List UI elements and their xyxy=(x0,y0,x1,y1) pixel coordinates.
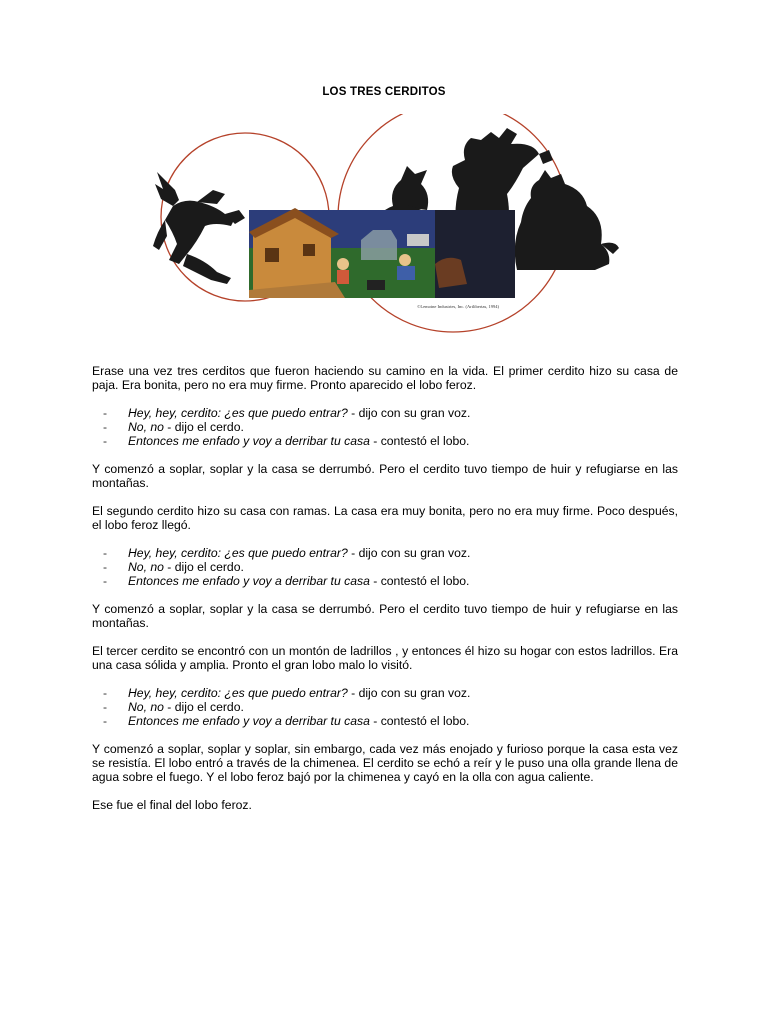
dialog-dash: - xyxy=(103,546,108,560)
dialog-line xyxy=(92,574,678,588)
document-title: LOS TRES CERDITOS xyxy=(322,86,446,98)
dialog-narration: - dijo con su gran voz. xyxy=(347,406,471,420)
photo-scene xyxy=(249,208,515,298)
dialog-dash: - xyxy=(103,420,108,434)
image-caption: ©Lemoine Industries, Inc. (Artlibertas, 1994) xyxy=(417,304,500,309)
dialog-narration: - contestó el lobo. xyxy=(369,574,470,588)
dialog-narration: - dijo el cerdo. xyxy=(163,420,244,434)
dialog-speech: Entonces me enfado y voy a derribar tu casa xyxy=(128,714,370,728)
paragraph-3: El segundo cerdito hizo su casa con ramas. La casa era muy bonita, pero no era muy firme. Poco después, el lobo feroz llegó. xyxy=(92,504,678,532)
dialog-line xyxy=(92,560,678,574)
dialog-narration: - dijo el cerdo. xyxy=(163,700,244,714)
three-pigs-illustration xyxy=(135,114,635,354)
dialog-dash: - xyxy=(103,560,108,574)
dialog-speech: No, no xyxy=(128,420,164,434)
dialog-dash: - xyxy=(103,686,108,700)
dialog-speech: Entonces me enfado y voy a derribar tu casa xyxy=(128,434,370,448)
paragraph-7: Ese fue el final del lobo feroz. xyxy=(92,798,252,812)
dialog-speech: Entonces me enfado y voy a derribar tu casa xyxy=(128,574,370,588)
dialog-dash: - xyxy=(103,434,108,448)
story-text xyxy=(92,364,678,826)
paragraph-4: Y comenzó a soplar, soplar y la casa se derrumbó. Pero el cerdito tuvo tiempo de huir y refugiarse en las montañas. xyxy=(92,602,678,630)
paragraph-6: Y comenzó a soplar, soplar y soplar, sin embargo, cada vez más enojado y furioso porque la casa esta vez se resistía. El lobo entró a través de la chimenea. El cerdito se echó a reír y le puso una olla grande llena de agua sobre el fuego. Y el lobo feroz bajó por la chimenea y cayó en la olla con agua caliente. xyxy=(92,742,678,784)
paragraph-1: Erase una vez tres cerditos que fueron haciendo su camino en la vida. El primer cerdito hizo su casa de paja. Era bonita, pero no era muy firme. Pronto aparecido el lobo feroz. xyxy=(92,364,678,392)
dialog-line xyxy=(92,420,678,434)
dialog-line xyxy=(92,686,678,700)
dialog-line xyxy=(92,700,678,714)
dialog-dash: - xyxy=(103,574,108,588)
dialog-block-1 xyxy=(92,406,678,448)
dialog-line xyxy=(92,406,678,420)
dialog-dash: - xyxy=(103,406,108,420)
paragraph-2: Y comenzó a soplar, soplar y la casa se derrumbó. Pero el cerdito tuvo tiempo de huir y refugiarse en las montañas. xyxy=(92,462,678,490)
dialog-dash: - xyxy=(103,700,108,714)
dialog-narration: - contestó el lobo. xyxy=(369,434,470,448)
dialog-block-3 xyxy=(92,686,678,728)
dialog-speech: Hey, hey, cerdito: ¿es que puedo entrar? xyxy=(128,686,348,700)
dialog-dash: - xyxy=(103,714,108,728)
dialog-narration: - dijo el cerdo. xyxy=(163,560,244,574)
dialog-speech: No, no xyxy=(128,560,164,574)
dialog-block-2 xyxy=(92,546,678,588)
dialog-speech: Hey, hey, cerdito: ¿es que puedo entrar? xyxy=(128,406,348,420)
dialog-narration: - dijo con su gran voz. xyxy=(347,546,471,560)
dialog-speech: No, no xyxy=(128,700,164,714)
dialog-narration: - contestó el lobo. xyxy=(369,714,470,728)
paragraph-5: El tercer cerdito se encontró con un montón de ladrillos , y entonces él hizo su hogar con estos ladrillos. Era una casa sólida y amplia. Pronto el gran lobo malo lo visitó. xyxy=(92,644,678,672)
dialog-line xyxy=(92,546,678,560)
dialog-narration: - dijo con su gran voz. xyxy=(347,686,471,700)
dialog-speech: Hey, hey, cerdito: ¿es que puedo entrar? xyxy=(128,546,348,560)
dialog-line xyxy=(92,714,678,728)
dialog-line xyxy=(92,434,678,448)
wolf-silhouette xyxy=(153,172,245,284)
